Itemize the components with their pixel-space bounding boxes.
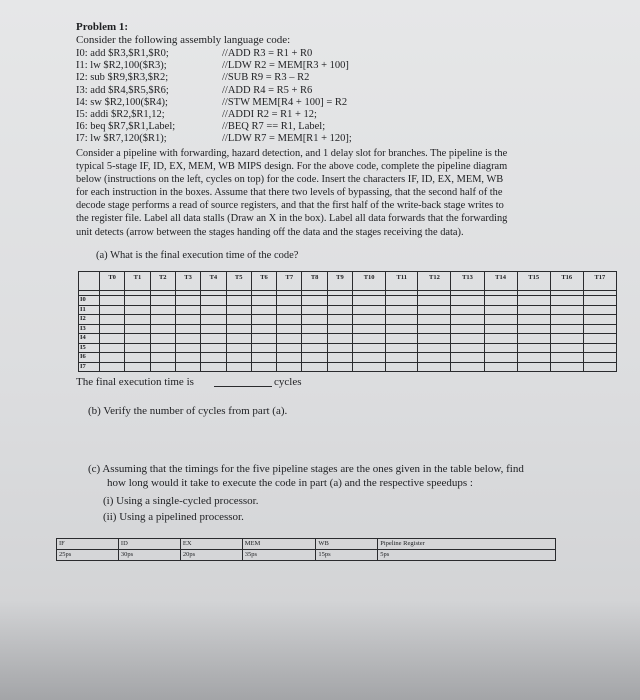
pipeline-cell	[353, 315, 386, 325]
pipeline-cell	[175, 296, 200, 306]
pipeline-cell	[125, 343, 150, 353]
pipeline-cell	[277, 343, 302, 353]
pipeline-cell	[99, 334, 124, 344]
pipeline-cell	[226, 315, 251, 325]
stage-name: WB	[316, 539, 378, 550]
code-instruction: I2: sub $R9,$R3,$R2;	[76, 72, 169, 84]
stage-time: 30ps	[118, 550, 180, 561]
pipeline-cell	[201, 324, 226, 334]
pipeline-cell	[150, 315, 175, 325]
pipeline-cell	[583, 362, 616, 372]
instruction-label: I1	[79, 305, 100, 315]
pipeline-cell	[150, 362, 175, 372]
pipeline-cell	[99, 343, 124, 353]
stage-time: 15ps	[316, 550, 378, 561]
pipeline-cell	[550, 315, 583, 325]
pipeline-cell	[386, 305, 418, 315]
pipeline-cell	[418, 343, 451, 353]
pipeline-cell	[226, 353, 251, 363]
pipeline-cell	[517, 305, 550, 315]
pipeline-cell	[451, 324, 484, 334]
pipeline-cell	[150, 353, 175, 363]
instruction-label: I2	[79, 315, 100, 325]
pipeline-cell	[583, 353, 616, 363]
pipeline-cell	[175, 353, 200, 363]
pipeline-cell	[386, 334, 418, 344]
pipeline-cell	[302, 315, 327, 325]
pipeline-cell	[150, 343, 175, 353]
pipeline-cell	[451, 353, 484, 363]
pipeline-cell	[353, 343, 386, 353]
pipeline-cell	[451, 296, 484, 306]
pipeline-cell	[484, 324, 517, 334]
pipeline-cell	[353, 353, 386, 363]
pipeline-cell	[550, 343, 583, 353]
pipeline-cell	[251, 296, 276, 306]
pipeline-cell	[99, 315, 124, 325]
code-instruction: I7: lw $R7,120($R1);	[76, 133, 167, 145]
pipeline-cell	[484, 315, 517, 325]
pipeline-cell	[418, 353, 451, 363]
code-comment: //ADD R3 = R1 + R0	[222, 48, 313, 59]
pipeline-cell	[353, 324, 386, 334]
instruction-label: I5	[79, 343, 100, 353]
pipeline-cell	[353, 362, 386, 372]
pipeline-cell	[150, 324, 175, 334]
problem-title: Problem 1:	[76, 21, 129, 33]
pipeline-cell	[550, 353, 583, 363]
instruction-label: I4	[79, 334, 100, 344]
code-comment: //STW MEM[R4 + 100] = R2	[222, 96, 348, 108]
pipeline-cell	[583, 305, 616, 315]
pipeline-row	[79, 362, 617, 372]
stage-time: 20ps	[180, 550, 242, 561]
pipeline-cell	[517, 334, 550, 344]
code-instruction: I0: add $R3,$R1,$R0;	[76, 48, 169, 59]
pipeline-cell	[327, 343, 352, 353]
pipeline-cell	[327, 362, 352, 372]
pipeline-cell	[484, 353, 517, 363]
code-intro: Consider the following assembly language code:	[76, 34, 291, 46]
paragraph-line: decode stage performs a read of source registers, and that the first half of the write-back stage writes to	[76, 200, 504, 212]
pipeline-cell	[517, 315, 550, 325]
pipeline-cell	[251, 353, 276, 363]
pipeline-cell	[99, 353, 124, 363]
pipeline-cell	[517, 362, 550, 372]
pipeline-cell	[99, 362, 124, 372]
pipeline-cell	[386, 315, 418, 325]
pipeline-cell	[451, 362, 484, 372]
pipeline-cell	[418, 296, 451, 306]
pipeline-cell	[125, 315, 150, 325]
pipeline-cell	[302, 324, 327, 334]
pipeline-cell	[251, 362, 276, 372]
pipeline-cell	[418, 324, 451, 334]
stage-time: 25ps	[57, 550, 119, 561]
pipeline-cell	[386, 353, 418, 363]
question-c-line1: (c) Assuming that the timings for the five pipeline stages are the ones given in the table below, find	[88, 463, 524, 475]
pipeline-cell	[251, 324, 276, 334]
code-comment: //BEQ R7 == R1, Label;	[222, 121, 326, 133]
pipeline-cell	[125, 353, 150, 363]
pipeline-cell	[277, 315, 302, 325]
pipeline-cell	[277, 362, 302, 372]
pipeline-row	[79, 343, 617, 353]
grid-corner-cell	[79, 272, 100, 291]
pipeline-cell	[484, 305, 517, 315]
pipeline-cell	[175, 343, 200, 353]
pipeline-cell	[418, 334, 451, 344]
instructions-paragraph	[76, 147, 606, 239]
pipeline-cell	[386, 362, 418, 372]
pipeline-row	[79, 353, 617, 363]
pipeline-cell	[175, 315, 200, 325]
pipeline-cell	[302, 334, 327, 344]
code-comment: //ADDI R2 = R1 + 12;	[222, 109, 317, 120]
cycle-header: T5	[226, 272, 251, 291]
pipeline-cell	[451, 315, 484, 325]
pipeline-cell	[226, 343, 251, 353]
cycle-header: T0	[99, 272, 124, 291]
pipeline-cell	[226, 362, 251, 372]
pipeline-cell	[583, 315, 616, 325]
pipeline-cell	[150, 305, 175, 315]
pipeline-cell	[277, 305, 302, 315]
cycle-header: T8	[302, 272, 327, 291]
pipeline-cell	[418, 305, 451, 315]
cycle-header: T16	[550, 272, 583, 291]
cycle-header: T13	[451, 272, 484, 291]
pipeline-cell	[583, 343, 616, 353]
pipeline-cell	[150, 296, 175, 306]
pipeline-cell	[302, 296, 327, 306]
pipeline-cell	[386, 343, 418, 353]
question-c-i: (i) Using a single-cycled processor.	[103, 495, 259, 507]
cycle-header: T11	[386, 272, 418, 291]
pipeline-cell	[277, 324, 302, 334]
stage-name: Pipeline Register	[378, 539, 556, 550]
pipeline-cell	[418, 362, 451, 372]
pipeline-cell	[125, 334, 150, 344]
pipeline-cell	[327, 305, 352, 315]
pipeline-cell	[451, 343, 484, 353]
code-instruction: I5: addi $R2,$R1,12;	[76, 109, 165, 120]
pipeline-cell	[201, 343, 226, 353]
question-a: (a) What is the final execution time of the code?	[96, 250, 299, 261]
final-time-unit: cycles	[274, 376, 302, 388]
pipeline-cell	[201, 315, 226, 325]
pipeline-cell	[226, 305, 251, 315]
cycle-header: T3	[175, 272, 200, 291]
cycle-header: T7	[277, 272, 302, 291]
cycle-header: T6	[251, 272, 276, 291]
cycle-header: T2	[150, 272, 175, 291]
stage-time: 35ps	[242, 550, 316, 561]
pipeline-cell	[353, 334, 386, 344]
pipeline-cell	[251, 315, 276, 325]
pipeline-cell	[251, 343, 276, 353]
pipeline-cell	[583, 334, 616, 344]
paragraph-line: unit detects (arrow between the stages handing off the data and the stages receiving the data).	[76, 226, 464, 238]
pipeline-cell	[517, 296, 550, 306]
pipeline-cell	[451, 334, 484, 344]
pipeline-cell	[327, 315, 352, 325]
pipeline-cell	[125, 305, 150, 315]
pipeline-cell	[517, 324, 550, 334]
question-c-ii: (ii) Using a pipelined processor.	[103, 511, 244, 523]
pipeline-cell	[484, 296, 517, 306]
pipeline-cell	[175, 305, 200, 315]
pipeline-row	[79, 334, 617, 344]
code-comment: //ADD R4 = R5 + R6	[222, 84, 313, 96]
pipeline-cell	[302, 353, 327, 363]
pipeline-cell	[517, 353, 550, 363]
pipeline-row	[79, 305, 617, 315]
pipeline-cell	[226, 324, 251, 334]
pipeline-cell	[99, 305, 124, 315]
pipeline-cell	[353, 305, 386, 315]
code-instruction: I1: lw $R2,100($R3);	[76, 60, 167, 72]
code-instruction: I6: beq $R7,$R1,Label;	[76, 121, 176, 133]
pipeline-row	[79, 324, 617, 334]
cycle-header: T4	[201, 272, 226, 291]
paragraph-line: Consider a pipeline with forwarding, hazard detection, and 1 delay slot for branches. The pipeline is the	[76, 148, 508, 159]
page-shadow	[0, 600, 640, 700]
pipeline-cell	[125, 324, 150, 334]
pipeline-cell	[550, 324, 583, 334]
pipeline-cell	[517, 343, 550, 353]
instruction-label: I0	[79, 296, 100, 306]
pipeline-cell	[327, 324, 352, 334]
pipeline-cell	[201, 305, 226, 315]
pipeline-cell	[150, 334, 175, 344]
stage-timing-table	[56, 538, 556, 561]
pipeline-cell	[386, 324, 418, 334]
pipeline-cell	[99, 296, 124, 306]
cycle-header: T1	[125, 272, 150, 291]
final-time-label: The final execution time is	[76, 376, 194, 388]
pipeline-cell	[418, 315, 451, 325]
pipeline-cell	[277, 353, 302, 363]
pipeline-cell	[484, 334, 517, 344]
pipeline-cell	[302, 362, 327, 372]
question-c-line2: how long would it take to execute the code in part (a) and the respective speedups :	[107, 477, 473, 489]
pipeline-cell	[550, 305, 583, 315]
pipeline-cell	[175, 334, 200, 344]
pipeline-cell	[251, 334, 276, 344]
stage-name: MEM	[242, 539, 316, 550]
pipeline-cell	[583, 324, 616, 334]
cycle-header: T12	[418, 272, 451, 291]
stage-name: ID	[118, 539, 180, 550]
pipeline-cell	[583, 296, 616, 306]
pipeline-cell	[125, 296, 150, 306]
pipeline-cell	[99, 324, 124, 334]
code-instruction: I4: sw $R2,100($R4);	[76, 96, 168, 108]
pipeline-cell	[302, 305, 327, 315]
code-comment: //LDW R7 = MEM[R1 + 120];	[222, 133, 352, 145]
pipeline-cell	[175, 324, 200, 334]
pipeline-cell	[302, 343, 327, 353]
paragraph-line: below (instructions on the left, cycles on top) for the code. Insert the characters IF, ID, EX, MEM, WB	[76, 174, 504, 186]
cycle-header: T10	[353, 272, 386, 291]
cycle-header: T14	[484, 272, 517, 291]
pipeline-cell	[201, 296, 226, 306]
stage-name: EX	[180, 539, 242, 550]
paragraph-line: for each instruction in the boxes. Assume that there two levels of bypassing, that the second half of the	[76, 187, 503, 199]
pipeline-cell	[353, 296, 386, 306]
pipeline-cell	[484, 362, 517, 372]
code-instruction: I3: add $R4,$R5,$R6;	[76, 84, 169, 96]
pipeline-cell	[175, 362, 200, 372]
cycle-header: T15	[517, 272, 550, 291]
stage-time: 5ps	[378, 550, 556, 561]
instruction-label: I7	[79, 362, 100, 372]
paragraph-line: typical 5-stage IF, ID, EX, MEM, WB MIPS design. For the above code, complete the pipeline diagram	[76, 161, 508, 173]
instruction-label: I3	[79, 324, 100, 334]
pipeline-cell	[327, 334, 352, 344]
pipeline-cell	[386, 296, 418, 306]
code-comment: //LDW R2 = MEM[R3 + 100]	[222, 60, 349, 72]
pipeline-cell	[550, 362, 583, 372]
pipeline-cell	[201, 362, 226, 372]
pipeline-cell	[277, 334, 302, 344]
pipeline-cell	[226, 334, 251, 344]
pipeline-cell	[226, 296, 251, 306]
pipeline-cell	[201, 334, 226, 344]
pipeline-row	[79, 315, 617, 325]
cycle-header: T17	[583, 272, 616, 291]
code-comment: //SUB R9 = R3 – R2	[222, 72, 310, 84]
pipeline-cell	[550, 334, 583, 344]
pipeline-cell	[201, 353, 226, 363]
pipeline-cell	[327, 296, 352, 306]
pipeline-cell	[484, 343, 517, 353]
pipeline-cell	[327, 353, 352, 363]
question-b: (b) Verify the number of cycles from part (a).	[88, 405, 288, 417]
instruction-label: I6	[79, 353, 100, 363]
pipeline-cell	[277, 296, 302, 306]
pipeline-row	[79, 296, 617, 306]
final-time-blank	[214, 386, 272, 387]
pipeline-cell	[451, 305, 484, 315]
pipeline-diagram-table	[78, 271, 617, 372]
pipeline-cell	[550, 296, 583, 306]
stage-name: IF	[57, 539, 119, 550]
pipeline-cell	[125, 362, 150, 372]
cycle-header: T9	[327, 272, 352, 291]
pipeline-cell	[251, 305, 276, 315]
paragraph-line: the register file. Label all data stalls (Draw an X in the box). Label all data forwards that the forwarding	[76, 213, 508, 225]
